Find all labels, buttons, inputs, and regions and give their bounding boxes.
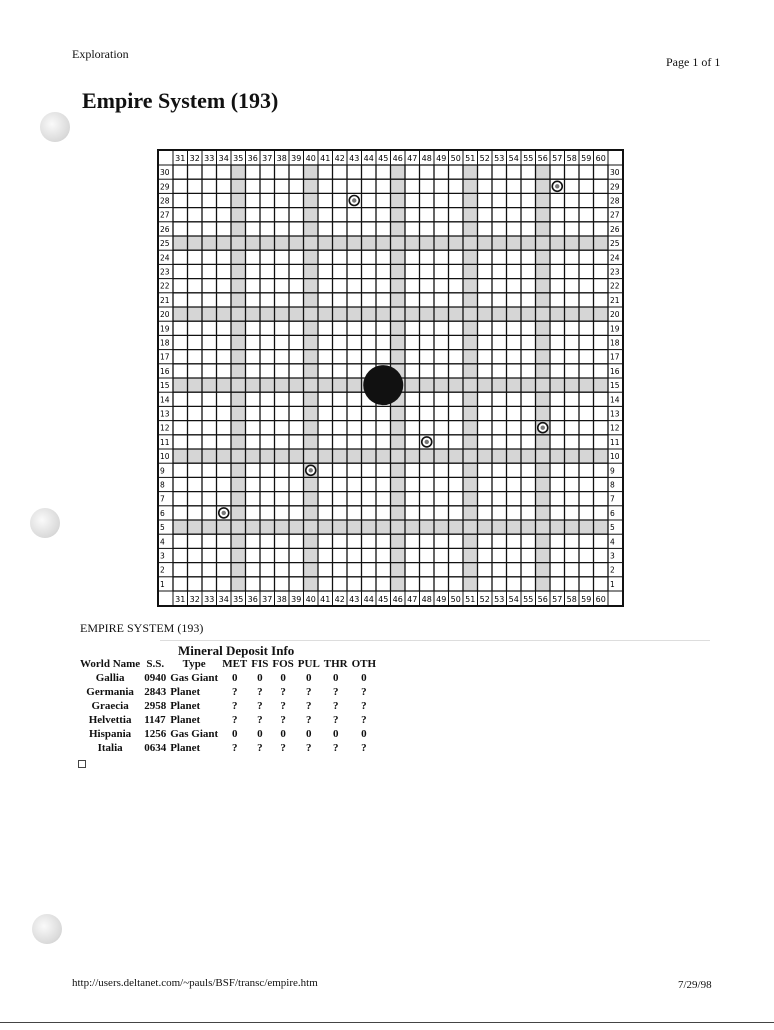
value-oth: ? <box>361 700 367 712</box>
table-row <box>78 713 378 727</box>
world-name: Gallia <box>95 672 125 684</box>
world-ss: 2958 <box>144 700 167 712</box>
column-label-top: 41 <box>320 154 331 163</box>
row-label-right: 24 <box>610 253 620 263</box>
row-label-left: 30 <box>160 168 170 178</box>
row-label-left: 27 <box>160 210 170 220</box>
header-ss: S.S. <box>146 658 165 670</box>
row-label-right: 1 <box>610 579 615 589</box>
column-label-bottom: 53 <box>494 595 505 604</box>
header-thr: THR <box>323 658 348 670</box>
column-label-top: 49 <box>436 154 447 163</box>
column-label-top: 42 <box>334 154 345 163</box>
column-label-bottom: 34 <box>218 595 229 604</box>
row-label-left: 22 <box>160 281 170 291</box>
world-ss: 2843 <box>144 686 167 698</box>
row-label-right: 21 <box>610 295 620 305</box>
header-type: Type <box>182 658 206 670</box>
row-label-right: 13 <box>610 409 620 419</box>
row-label-left: 15 <box>160 381 170 391</box>
column-label-bottom: 60 <box>595 595 606 604</box>
value-pul: ? <box>306 742 312 754</box>
column-label-top: 47 <box>407 154 418 163</box>
column-label-top: 59 <box>581 154 592 163</box>
world-ss: 0940 <box>144 672 167 684</box>
row-label-right: 8 <box>610 480 615 490</box>
value-thr: ? <box>332 742 339 754</box>
column-label-top: 54 <box>508 154 519 163</box>
page-number: Page 1 of 1 <box>666 55 721 69</box>
column-label-bottom: 46 <box>392 595 403 604</box>
row-label-right: 23 <box>610 267 620 277</box>
row-label-right: 17 <box>610 352 620 362</box>
world-type: Planet <box>170 742 201 754</box>
column-label-bottom: 40 <box>305 595 316 604</box>
row-label-left: 16 <box>160 366 170 376</box>
header-world-name: World Name <box>80 658 141 670</box>
row-label-right: 10 <box>610 452 620 462</box>
value-thr: ? <box>332 714 339 726</box>
header-met: MET <box>222 658 248 670</box>
world-type: Planet <box>170 714 201 726</box>
page-title: Empire System (193) <box>82 88 279 113</box>
row-label-right: 29 <box>610 182 620 192</box>
world-ss: 1147 <box>144 714 166 726</box>
column-label-bottom: 56 <box>537 595 548 604</box>
value-met: ? <box>231 700 238 712</box>
value-met: ? <box>231 714 238 726</box>
value-pul: ? <box>306 700 312 712</box>
value-fos: 0 <box>280 728 286 740</box>
value-pul: ? <box>306 714 312 726</box>
row-label-left: 5 <box>160 523 165 533</box>
column-label-top: 46 <box>392 154 403 163</box>
column-label-bottom: 38 <box>276 595 287 604</box>
column-label-top: 58 <box>566 154 577 163</box>
column-label-bottom: 59 <box>581 595 592 604</box>
table-row <box>78 671 378 685</box>
row-label-left: 7 <box>160 494 165 504</box>
column-label-bottom: 54 <box>508 595 519 604</box>
column-label-top: 32 <box>189 154 200 163</box>
divider-line <box>160 640 710 641</box>
world-marker-core <box>541 426 545 430</box>
row-label-left: 3 <box>160 551 165 561</box>
column-label-bottom: 48 <box>421 595 432 604</box>
row-label-right: 22 <box>610 281 620 291</box>
column-label-top: 55 <box>523 154 534 163</box>
row-label-left: 29 <box>160 182 170 192</box>
column-label-bottom: 43 <box>349 595 360 604</box>
row-label-right: 5 <box>610 523 615 533</box>
value-met: ? <box>231 686 238 698</box>
row-label-left: 17 <box>160 352 170 362</box>
column-label-bottom: 42 <box>334 595 345 604</box>
row-label-right: 28 <box>610 196 620 206</box>
row-label-left: 24 <box>160 253 170 263</box>
value-oth: 0 <box>361 672 367 684</box>
row-label-left: 4 <box>160 537 165 547</box>
column-label-bottom: 31 <box>175 595 186 604</box>
column-label-bottom: 50 <box>450 595 461 604</box>
row-label-right: 16 <box>610 366 620 376</box>
footer-date: 7/29/98 <box>678 979 712 991</box>
value-oth: ? <box>361 714 367 726</box>
table-row <box>78 685 378 699</box>
row-label-left: 11 <box>160 437 170 447</box>
row-label-right: 25 <box>610 239 620 249</box>
world-marker-core <box>222 511 226 515</box>
column-label-top: 45 <box>378 154 389 163</box>
column-label-top: 44 <box>363 154 374 163</box>
table-row <box>78 699 378 713</box>
world-marker-core <box>555 184 559 188</box>
row-label-left: 8 <box>160 480 165 490</box>
table-header-row <box>78 657 378 671</box>
page-bottom-rule <box>0 1022 774 1023</box>
row-label-right: 9 <box>610 466 615 476</box>
system-caption: EMPIRE SYSTEM (193) <box>80 621 204 635</box>
star-system-map <box>158 150 620 610</box>
value-oth: 0 <box>361 728 367 740</box>
world-type: Gas Giant <box>170 728 219 740</box>
value-fis: ? <box>257 742 263 754</box>
row-label-left: 25 <box>160 239 170 249</box>
value-fis: ? <box>257 700 263 712</box>
value-fos: ? <box>280 686 286 698</box>
column-label-top: 56 <box>537 154 548 163</box>
value-met: 0 <box>231 728 238 740</box>
column-label-top: 60 <box>595 154 606 163</box>
column-label-bottom: 44 <box>363 595 374 604</box>
value-oth: ? <box>361 742 367 754</box>
row-label-right: 27 <box>610 210 620 220</box>
column-label-top: 39 <box>291 154 302 163</box>
row-label-right: 15 <box>610 381 620 391</box>
world-ss: 0634 <box>144 742 167 754</box>
header-oth: OTH <box>351 658 377 670</box>
value-fis: 0 <box>257 672 263 684</box>
central-star <box>363 365 403 405</box>
column-label-bottom: 37 <box>262 595 273 604</box>
row-label-right: 14 <box>610 395 620 405</box>
row-label-right: 3 <box>610 551 615 561</box>
column-label-bottom: 58 <box>566 595 577 604</box>
row-label-left: 6 <box>160 508 165 518</box>
binder-hole-middle <box>30 508 60 538</box>
world-name: Graecia <box>91 700 129 712</box>
column-label-top: 40 <box>305 154 316 163</box>
column-label-bottom: 49 <box>436 595 447 604</box>
world-name: Hispania <box>89 728 132 740</box>
page-header-section: Exploration <box>72 47 129 61</box>
column-label-top: 35 <box>233 154 244 163</box>
row-label-left: 9 <box>160 466 165 476</box>
column-label-bottom: 41 <box>320 595 331 604</box>
row-label-left: 18 <box>160 338 170 348</box>
column-label-bottom: 39 <box>291 595 302 604</box>
value-pul: 0 <box>306 728 312 740</box>
row-label-left: 20 <box>160 310 170 320</box>
row-label-left: 14 <box>160 395 170 405</box>
row-label-right: 12 <box>610 423 620 433</box>
column-label-bottom: 33 <box>204 595 215 604</box>
value-thr: 0 <box>332 728 339 740</box>
value-fos: ? <box>280 714 286 726</box>
column-label-bottom: 47 <box>407 595 418 604</box>
row-label-right: 7 <box>610 494 615 504</box>
world-marker-core <box>309 468 313 472</box>
row-label-left: 12 <box>160 423 170 433</box>
row-label-right: 20 <box>610 310 620 320</box>
column-label-top: 43 <box>349 154 360 163</box>
table-row <box>78 741 378 755</box>
value-pul: 0 <box>306 672 312 684</box>
column-label-bottom: 55 <box>523 595 534 604</box>
column-label-top: 31 <box>175 154 186 163</box>
value-pul: ? <box>306 686 312 698</box>
world-type: Planet <box>170 686 201 698</box>
column-label-top: 52 <box>479 154 490 163</box>
row-label-left: 26 <box>160 224 170 234</box>
row-label-left: 13 <box>160 409 170 419</box>
column-label-bottom: 51 <box>465 595 476 604</box>
header-fos: FOS <box>272 658 294 670</box>
header-fis: FIS <box>251 658 269 670</box>
column-label-bottom: 57 <box>552 595 563 604</box>
value-met: 0 <box>231 672 238 684</box>
row-label-right: 11 <box>610 437 620 447</box>
column-label-bottom: 36 <box>247 595 258 604</box>
world-marker-core <box>425 440 429 444</box>
value-met: ? <box>231 742 238 754</box>
value-thr: ? <box>332 686 339 698</box>
value-fos: ? <box>280 700 286 712</box>
world-type: Gas Giant <box>170 672 219 684</box>
value-fos: 0 <box>280 672 286 684</box>
column-label-bottom: 32 <box>189 595 200 604</box>
row-label-left: 28 <box>160 196 170 206</box>
world-marker-core <box>352 198 356 202</box>
column-label-top: 38 <box>276 154 287 163</box>
world-name: Helvettia <box>88 714 132 726</box>
row-label-right: 6 <box>610 508 615 518</box>
column-label-top: 34 <box>218 154 229 163</box>
binder-hole-top <box>40 112 70 142</box>
column-label-top: 33 <box>204 154 215 163</box>
footer-url: http://users.deltanet.com/~pauls/BSF/transc/empire.htm <box>72 977 318 989</box>
row-label-right: 26 <box>610 224 620 234</box>
column-label-top: 36 <box>247 154 258 163</box>
column-label-bottom: 35 <box>233 595 244 604</box>
value-fos: ? <box>280 742 286 754</box>
world-name: Germania <box>86 686 134 698</box>
value-thr: ? <box>332 700 339 712</box>
value-oth: ? <box>361 686 367 698</box>
column-label-bottom: 45 <box>378 595 389 604</box>
row-label-left: 19 <box>160 324 170 334</box>
row-label-right: 18 <box>610 338 620 348</box>
world-name: Italia <box>97 742 123 754</box>
column-label-top: 57 <box>552 154 563 163</box>
table-row <box>78 727 378 741</box>
world-type: Planet <box>170 700 201 712</box>
checkbox-glyph <box>78 760 86 768</box>
column-label-top: 53 <box>494 154 505 163</box>
header-pul: PUL <box>297 658 320 670</box>
row-label-right: 2 <box>610 565 615 575</box>
column-label-top: 37 <box>262 154 273 163</box>
column-label-bottom: 52 <box>479 595 490 604</box>
column-label-top: 51 <box>465 154 476 163</box>
value-thr: 0 <box>332 672 339 684</box>
row-label-left: 21 <box>160 295 170 305</box>
binder-hole-bottom <box>32 914 62 944</box>
world-ss: 1256 <box>144 728 167 740</box>
row-label-left: 2 <box>160 565 165 575</box>
row-label-right: 4 <box>610 537 615 547</box>
row-label-left: 1 <box>160 579 165 589</box>
row-label-left: 23 <box>160 267 170 277</box>
row-label-right: 19 <box>610 324 620 334</box>
column-label-top: 48 <box>421 154 432 163</box>
row-label-left: 10 <box>160 452 170 462</box>
value-fis: ? <box>257 714 263 726</box>
row-label-right: 30 <box>610 168 620 178</box>
column-label-top: 50 <box>450 154 461 163</box>
mineral-deposit-table <box>78 657 378 755</box>
mineral-info-title: Mineral Deposit Info <box>178 643 295 658</box>
value-fis: ? <box>257 686 263 698</box>
value-fis: 0 <box>257 728 263 740</box>
